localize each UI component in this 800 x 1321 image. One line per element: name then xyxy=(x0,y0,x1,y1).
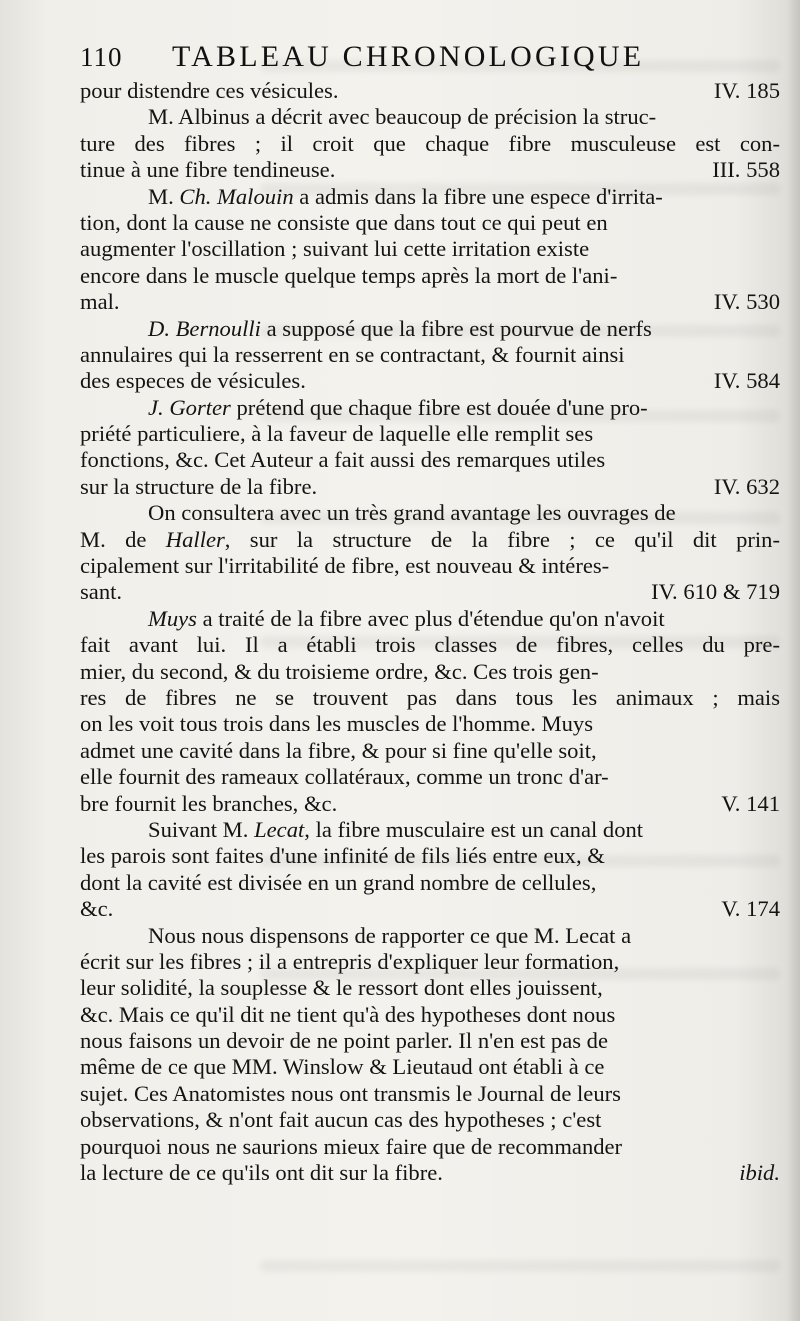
line-text xyxy=(80,1134,622,1160)
line-body: même de ce que MM. Winslow & Lieutaud ont établi à ce xyxy=(80,1054,605,1080)
line-text xyxy=(80,870,596,896)
line-body: annulaires qui la resserrent en se contractant, & fournit ainsi xyxy=(80,341,625,367)
text-line xyxy=(80,1160,780,1186)
text-line xyxy=(80,659,780,685)
body-text xyxy=(80,78,780,1186)
line-text xyxy=(80,711,593,737)
line-body: sur la structure de la fibre. xyxy=(80,473,318,499)
page-number: 110 xyxy=(80,42,123,72)
line-body: mal. xyxy=(80,289,120,315)
text-line xyxy=(80,711,780,737)
line-text xyxy=(80,1002,615,1028)
volume-page-reference: V. 141 xyxy=(721,790,780,816)
line-body: Nous nous dispensons de rapporter ce que M. Lecat a xyxy=(148,922,632,948)
line-body: ture des fibres ; il croit que chaque fibre musculeuse est con- xyxy=(80,130,780,156)
volume-page-reference: IV. 632 xyxy=(713,473,780,499)
line-body: M. Albinus a décrit avec beaucoup de précision la struc- xyxy=(148,104,657,130)
line-text xyxy=(80,791,337,817)
volume-page-reference: III. 558 xyxy=(712,157,780,183)
line-text xyxy=(80,579,122,605)
line-text xyxy=(80,1081,621,1107)
text-line xyxy=(80,1107,780,1133)
line-body: res de fibres ne se trouvent pas dans tous les animaux ; mais xyxy=(80,684,780,710)
line-text xyxy=(80,975,603,1001)
text-line xyxy=(80,843,780,869)
text-line xyxy=(80,184,780,210)
line-text xyxy=(80,843,605,869)
text-line xyxy=(80,870,780,896)
line-text xyxy=(80,527,780,553)
line-text xyxy=(114,184,663,210)
line-body: fonctions, &c. Cet Auteur a fait aussi des remarques utiles xyxy=(80,447,606,473)
line-body: sujet. Ces Anatomistes nous ont transmis le Journal de leurs xyxy=(80,1080,621,1106)
line-body: prétend que chaque fibre est douée d'une pro- xyxy=(230,394,648,420)
line-body: bre fournit les branches, &c. xyxy=(80,790,338,816)
line-prefix: Suivant M. xyxy=(148,816,255,842)
line-body: encore dans le muscle quelque temps après la mort de l'ani- xyxy=(80,262,618,288)
line-text xyxy=(80,289,120,315)
text-line xyxy=(80,923,780,949)
line-prefix: M. de xyxy=(80,526,166,552)
line-prefix: M. xyxy=(148,183,180,209)
line-body: tion, dont la cause ne consiste que dans tout ce qui peut en xyxy=(80,209,608,235)
text-line xyxy=(80,685,780,711)
text-line xyxy=(80,78,780,104)
text-line xyxy=(80,1002,780,1028)
line-text xyxy=(80,553,609,579)
line-text xyxy=(80,685,780,711)
line-body: cipalement sur l'irritabilité de fibre, est nouveau & intéres- xyxy=(80,553,610,579)
line-body: a supposé que la fibre est pourvue de nerfs xyxy=(260,315,652,341)
line-body: pour distendre ces vésicules. xyxy=(80,78,339,103)
text-line xyxy=(80,1134,780,1160)
line-text xyxy=(114,606,665,632)
line-body: priété particuliere, à la faveur de laquelle elle remplit ses xyxy=(80,421,594,447)
line-text xyxy=(80,131,780,157)
line-text xyxy=(80,78,339,104)
text-line xyxy=(80,791,780,817)
text-line xyxy=(80,1081,780,1107)
entry xyxy=(80,923,780,1187)
entry xyxy=(80,817,780,923)
line-body: mier, du second, & du troisieme ordre, &c. Ces trois gen- xyxy=(80,658,599,684)
volume-page-reference: ibid. xyxy=(739,1160,780,1186)
line-body: la lecture de ce qu'ils ont dit sur la fibre. xyxy=(80,1160,443,1186)
author-name: Lecat xyxy=(254,816,305,842)
page-edge-shadow xyxy=(786,0,800,1321)
line-body: a traité de la fibre avec plus d'étendue qu'on n'avoit xyxy=(196,605,665,631)
text-line xyxy=(80,1028,780,1054)
line-body: , la fibre musculaire est un canal dont xyxy=(304,816,644,842)
text-line xyxy=(80,474,780,500)
volume-page-reference: IV. 584 xyxy=(713,368,780,394)
line-body: sant. xyxy=(80,579,123,605)
line-text xyxy=(114,500,676,526)
line-text xyxy=(80,659,599,685)
line-text xyxy=(80,474,317,500)
line-text xyxy=(80,342,625,368)
line-text xyxy=(80,949,619,975)
text-line xyxy=(80,817,780,843)
entry xyxy=(80,78,780,104)
line-text xyxy=(80,368,306,394)
volume-page-reference: IV. 530 xyxy=(713,289,780,315)
line-body: nous faisons un devoir de ne point parler. Il n'en est pas de xyxy=(80,1028,608,1054)
text-line xyxy=(80,447,780,473)
line-body: écrit sur les fibres ; il a entrepris d'expliquer leur formation, xyxy=(80,948,620,974)
text-line xyxy=(80,896,780,922)
running-title: TABLEAU CHRONOLOGIQUE xyxy=(172,40,645,73)
page-header xyxy=(76,36,796,82)
text-line xyxy=(80,342,780,368)
line-body: fait avant lui. Il a établi trois classes de fibres, celles du pre- xyxy=(80,632,780,658)
line-body: augmenter l'oscillation ; suivant lui cette irritation existe xyxy=(80,236,590,262)
text-line xyxy=(80,975,780,1001)
line-text xyxy=(114,316,652,342)
line-text xyxy=(80,632,780,658)
author-name: J. Gorter xyxy=(148,394,231,420)
line-text xyxy=(114,817,643,843)
author-name: Muys xyxy=(148,605,197,631)
line-text xyxy=(80,764,609,790)
line-text xyxy=(80,447,605,473)
line-body: a admis dans la fibre une espece d'irrita- xyxy=(293,183,663,209)
entry xyxy=(80,104,780,183)
line-text xyxy=(80,896,113,922)
line-text xyxy=(80,1028,608,1054)
line-body: pourquoi nous ne saurions mieux faire que de recommander xyxy=(80,1133,623,1159)
text-line xyxy=(80,500,780,526)
text-line xyxy=(80,632,780,658)
line-body: On consultera avec un très grand avantage les ouvrages de xyxy=(148,500,676,526)
text-line xyxy=(80,157,780,183)
text-line xyxy=(80,395,780,421)
line-text xyxy=(114,395,648,421)
line-body: admet une cavité dans la fibre, & pour si fine qu'elle soit, xyxy=(80,737,597,763)
text-line xyxy=(80,764,780,790)
volume-page-reference: V. 174 xyxy=(721,896,780,922)
text-line xyxy=(80,289,780,315)
line-body: on les voit tous trois dans les muscles de l'homme. Muys xyxy=(80,711,594,737)
entry xyxy=(80,316,780,395)
line-body: leur solidité, la souplesse & le ressort dont elles jouissent, xyxy=(80,975,603,1001)
text-line xyxy=(80,316,780,342)
text-line xyxy=(80,606,780,632)
line-body: tinue à une fibre tendineuse. xyxy=(80,157,336,183)
text-line xyxy=(80,263,780,289)
line-body: , sur la structure de la fibre ; ce qu'il dit prin- xyxy=(224,526,780,552)
line-text xyxy=(80,1107,601,1133)
volume-page-reference: IV. 610 & 719 xyxy=(651,579,780,605)
line-text xyxy=(114,104,656,130)
volume-page-reference: IV. 185 xyxy=(713,78,780,103)
line-text xyxy=(80,1054,604,1080)
author-name: Haller xyxy=(165,526,225,552)
text-line xyxy=(80,368,780,394)
line-body: des especes de vésicules. xyxy=(80,368,306,394)
text-line xyxy=(80,738,780,764)
entry xyxy=(80,606,780,817)
text-line xyxy=(80,210,780,236)
text-line xyxy=(80,236,780,262)
text-line xyxy=(80,1054,780,1080)
entry xyxy=(80,395,780,501)
entry xyxy=(80,500,780,606)
line-text xyxy=(114,923,631,949)
author-name: Ch. Malouin xyxy=(179,183,294,209)
line-body: dont la cavité est divisée en un grand nombre de cellules, xyxy=(80,869,597,895)
line-text xyxy=(80,263,617,289)
show-through-mark xyxy=(260,1260,780,1272)
line-body: les parois sont faites d'une infinité de fils liés entre eux, & xyxy=(80,843,605,869)
line-body: &c. xyxy=(80,896,114,922)
text-line xyxy=(80,131,780,157)
line-text xyxy=(80,738,597,764)
line-body: elle fournit des rameaux collatéraux, comme un tronc d'ar- xyxy=(80,764,609,790)
line-text xyxy=(80,236,589,262)
line-text xyxy=(80,421,593,447)
text-line xyxy=(80,949,780,975)
author-name: D. Bernoulli xyxy=(148,315,261,341)
line-body: observations, & n'ont fait aucun cas des hypotheses ; c'est xyxy=(80,1107,602,1133)
text-line xyxy=(80,527,780,553)
line-text xyxy=(80,1160,443,1186)
line-text xyxy=(80,210,608,236)
line-body: &c. Mais ce qu'il dit ne tient qu'à des hypotheses dont nous xyxy=(80,1001,616,1027)
text-line xyxy=(80,579,780,605)
text-line xyxy=(80,421,780,447)
text-line xyxy=(80,104,780,130)
line-text xyxy=(80,157,335,183)
entry xyxy=(80,184,780,316)
text-line xyxy=(80,553,780,579)
